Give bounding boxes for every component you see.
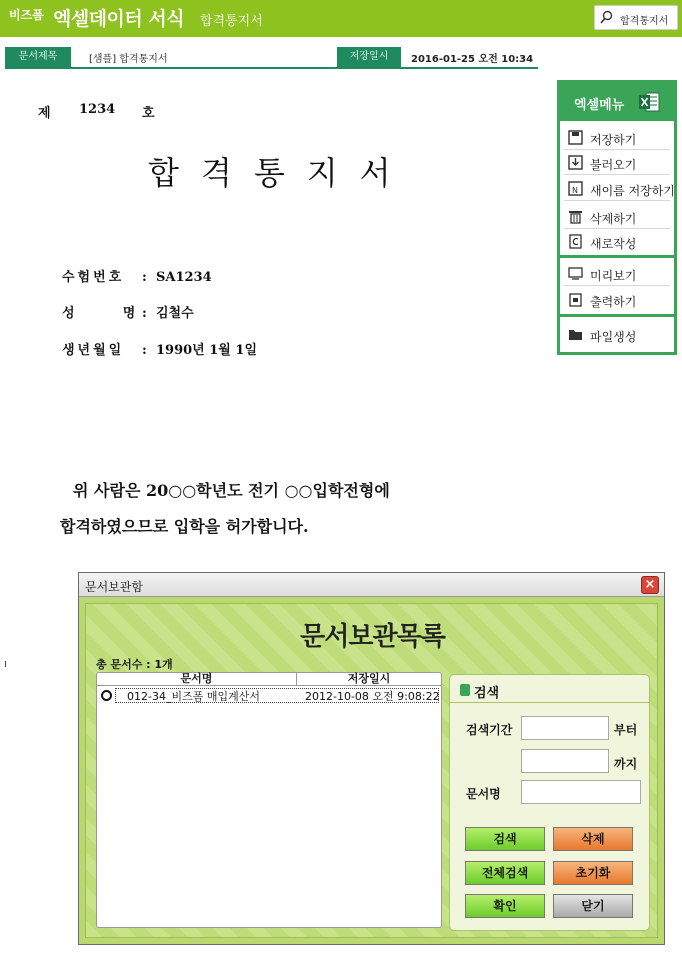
menu-separator [560,255,674,258]
saved-date-tag: 저장일시 [337,47,401,67]
excel-menu-title: 엑셀메뉴 [574,98,625,113]
excel-menu-header [560,83,674,121]
search-panel-header [450,675,649,703]
field-label: 생년월일 [62,343,125,358]
brand-subtitle: 합격통지서 [200,14,263,29]
menu-item-new[interactable] [564,230,670,254]
doc-name-label: 문서명 [466,787,501,801]
list-item[interactable] [97,687,441,704]
menu-item-delete[interactable] [564,205,670,229]
reset-button[interactable]: 초기화 [553,861,633,885]
ok-button[interactable]: 확인 [465,894,545,918]
load-icon [568,155,583,170]
top-header-bar [0,0,682,37]
dialog-titlebar[interactable] [79,573,664,597]
excel-icon [638,92,660,112]
print-icon [568,292,583,307]
save-icon [568,130,583,145]
row-saved-date: 2012-10-08 오전 9:08:22 [305,690,440,703]
menu-item-label: 출력하기 [590,295,637,309]
to-suffix-label: 까지 [614,757,638,771]
doc-num-value: 1234 [79,102,116,117]
field-colon: : [142,270,147,285]
field-value: 김철수 [156,306,194,321]
row-radio-button[interactable] [101,690,112,701]
trash-icon [568,209,583,224]
doc-num-suffix: 호 [142,106,155,121]
column-header-date[interactable]: 저장일시 [347,672,391,685]
margin-tick-mark [5,661,6,667]
date-from-field[interactable] [521,716,609,740]
date-to-field[interactable] [521,749,609,773]
menu-item-create-file[interactable] [564,323,670,347]
search-panel [449,674,650,931]
doc-num-prefix: 제 [38,106,51,121]
field-value: 1990년 1월 1일 [156,343,257,358]
menu-item-label: 삭제하기 [590,212,637,226]
preview-icon [568,266,583,281]
field-exam-number [62,266,212,285]
saved-date-value: 2016-01-25 오전 10:34 [411,54,534,65]
menu-item-label: 미리보기 [590,269,637,283]
save-as-icon [568,181,583,196]
dialog-heading: 문서보관목록 [300,622,445,652]
folder-icon [568,327,583,342]
menu-item-save-as[interactable] [564,177,675,201]
field-colon: : [142,343,147,358]
row-document-name: 012-34_비즈폼 매입계산서 [127,690,260,703]
body-paragraph-line-1: 위 사람은 20○○학년도 전기 ○○입학전형에 [73,481,390,500]
doc-name-field[interactable] [521,780,641,804]
search-button[interactable]: 검색 [465,827,545,851]
field-label: 성 명 [62,306,139,321]
close-button[interactable]: 닫기 [553,894,633,918]
menu-item-label: 파일생성 [590,330,637,344]
doc-title-value: [샘플] 합격통지서 [89,54,168,65]
search-panel-icon [460,684,470,696]
dialog-window-title: 문서보관함 [85,580,143,594]
body-paragraph-line-2: 합격하였으므로 입학을 허가합니다. [60,517,309,536]
search-panel-title: 검색 [474,686,500,701]
delete-button[interactable]: 삭제 [553,827,633,851]
brand-small-label: 비즈폼 [9,8,44,22]
field-label: 수험번호 [62,270,125,285]
list-header [97,673,441,686]
search-all-button[interactable]: 전체검색 [465,861,545,885]
search-period-label: 검색기간 [466,723,513,737]
field-value: SA1234 [156,270,212,285]
column-header-name[interactable]: 문서명 [97,673,297,686]
document-info-row [5,47,538,69]
menu-item-label: 저장하기 [590,133,637,147]
excel-menu-panel [557,80,677,355]
top-search-value: 합격통지서 [620,16,669,27]
field-birthdate [62,339,257,358]
menu-item-load[interactable] [564,151,670,175]
field-name [62,302,194,321]
menu-item-print[interactable] [564,288,670,312]
svg-text:N: N [572,186,578,195]
new-doc-icon [568,234,583,249]
menu-item-label: 불러오기 [590,158,637,172]
brand-title[interactable]: 엑셀데이터 서식 [53,8,185,30]
close-icon[interactable]: × [641,576,659,594]
menu-item-save[interactable] [564,126,670,150]
menu-item-label: 새이름 저장하기 [590,184,675,198]
document-list[interactable] [96,672,442,928]
doc-title-tag: 문서제목 [5,47,71,67]
from-suffix-label: 부터 [614,723,638,737]
menu-item-label: 새로작성 [590,237,637,251]
document-title: 합격통지서 [148,154,413,192]
top-search-input[interactable] [594,5,678,30]
menu-separator [560,314,674,317]
dialog-body [85,603,658,938]
search-icon[interactable] [600,10,613,26]
document-archive-dialog [78,572,665,945]
menu-item-preview[interactable] [564,262,670,286]
document-count-label: 총 문서수 : 1개 [96,658,173,671]
field-colon: : [142,306,147,321]
